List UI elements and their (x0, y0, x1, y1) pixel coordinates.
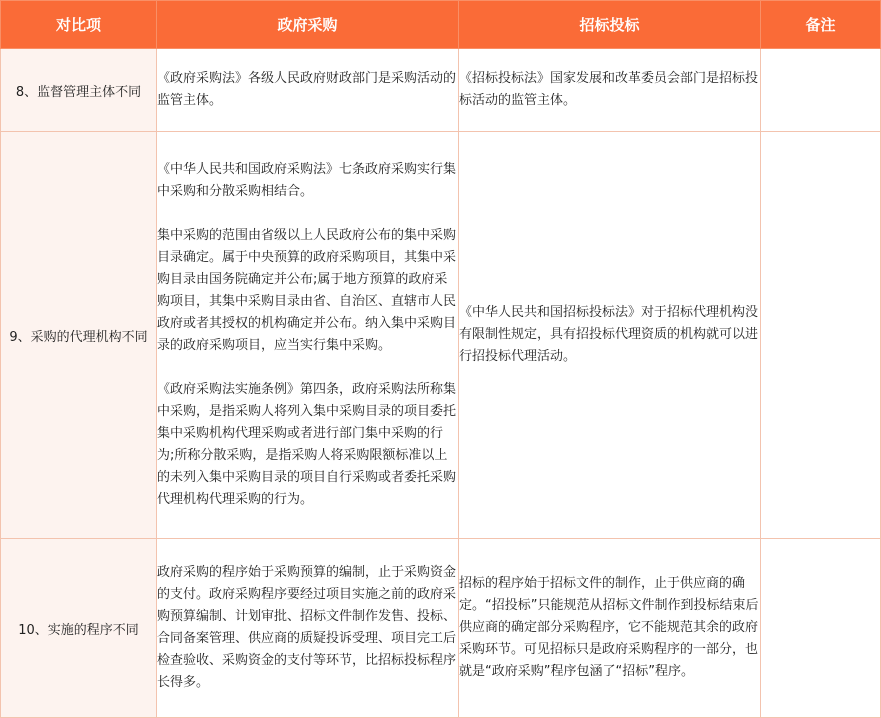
cell-paragraph: 《招标投标法》国家发展和改革委员会部门是招标投标活动的监管主体。 (459, 71, 759, 108)
row-label: 8、监督管理主体不同 (1, 49, 157, 132)
row-label: 10、实施的程序不同 (1, 539, 157, 718)
cell-paragraph: 集中采购的范围由省级以上人民政府公布的集中采购目录确定。属于中央预算的政府采购项目，其集中采购目录由国务院确定并公布;属于地方预算的政府采购项目，其集中采购目录由省、自治区、直辖市人民政府或者其授权的机构确定并公布。纳入集中采购目录的政府采购项目，应当实行集中采购。 (157, 228, 457, 353)
bidding-cell (459, 49, 761, 132)
bidding-cell (459, 132, 761, 539)
cell-paragraph: 政府采购的程序始于采购预算的编制，止于采购资金的支付。政府采购程序要经过项目实施之前的政府采购预算编制、计划审批、招标文件制作发售、投标、合同备案管理、供应商的质疑投诉受理、项目完工后检查验收、采购资金的支付等环节，比招标投标程序长得多。 (157, 565, 457, 690)
cell-paragraph: 《中华人民共和国政府采购法》七条政府采购实行集中采购和分散采购相结合。 (157, 162, 457, 199)
header-comparison-item: 对比项 (1, 1, 157, 49)
header-bidding: 招标投标 (459, 1, 761, 49)
table-row (1, 132, 881, 539)
government-procurement-cell (157, 539, 459, 718)
row-label: 9、采购的代理机构不同 (1, 132, 157, 539)
cell-paragraph: 《政府采购法》各级人民政府财政部门是采购活动的监管主体。 (157, 71, 457, 108)
cell-paragraph: 招标的程序始于招标文件的制作，止于供应商的确定。“招投标”只能规范从招标文件制作到投标结束后供应商的确定部分采购程序，它不能规范其余的政府采购环节。可见招标只是政府采购程序的一部分，也就是“政府采购”程序包涵了“招标”程序。 (459, 576, 759, 679)
header-row (1, 1, 881, 49)
cell-paragraph: 《中华人民共和国招标投标法》对于招标代理机构没有限制性规定，具有招投标代理资质的机构就可以进行招投标代理活动。 (459, 305, 759, 364)
bidding-cell (459, 539, 761, 718)
government-procurement-cell (157, 132, 459, 539)
cell-paragraph: 《政府采购法实施条例》第四条，政府采购法所称集中采购，是指采购人将列入集中采购目录的项目委托集中采购机构代理采购或者进行部门集中采购的行为;所称分散采购，是指采购人将采购限额标准以上的未列入集中采购目录的项目自行采购或者委托采购代理机构代理采购的行为。 (157, 382, 457, 507)
header-government-procurement: 政府采购 (157, 1, 459, 49)
remarks-cell (761, 132, 881, 539)
table-row (1, 539, 881, 718)
remarks-cell (761, 539, 881, 718)
government-procurement-cell (157, 49, 459, 132)
table-row (1, 49, 881, 132)
remarks-cell (761, 49, 881, 132)
header-remarks: 备注 (761, 1, 881, 49)
